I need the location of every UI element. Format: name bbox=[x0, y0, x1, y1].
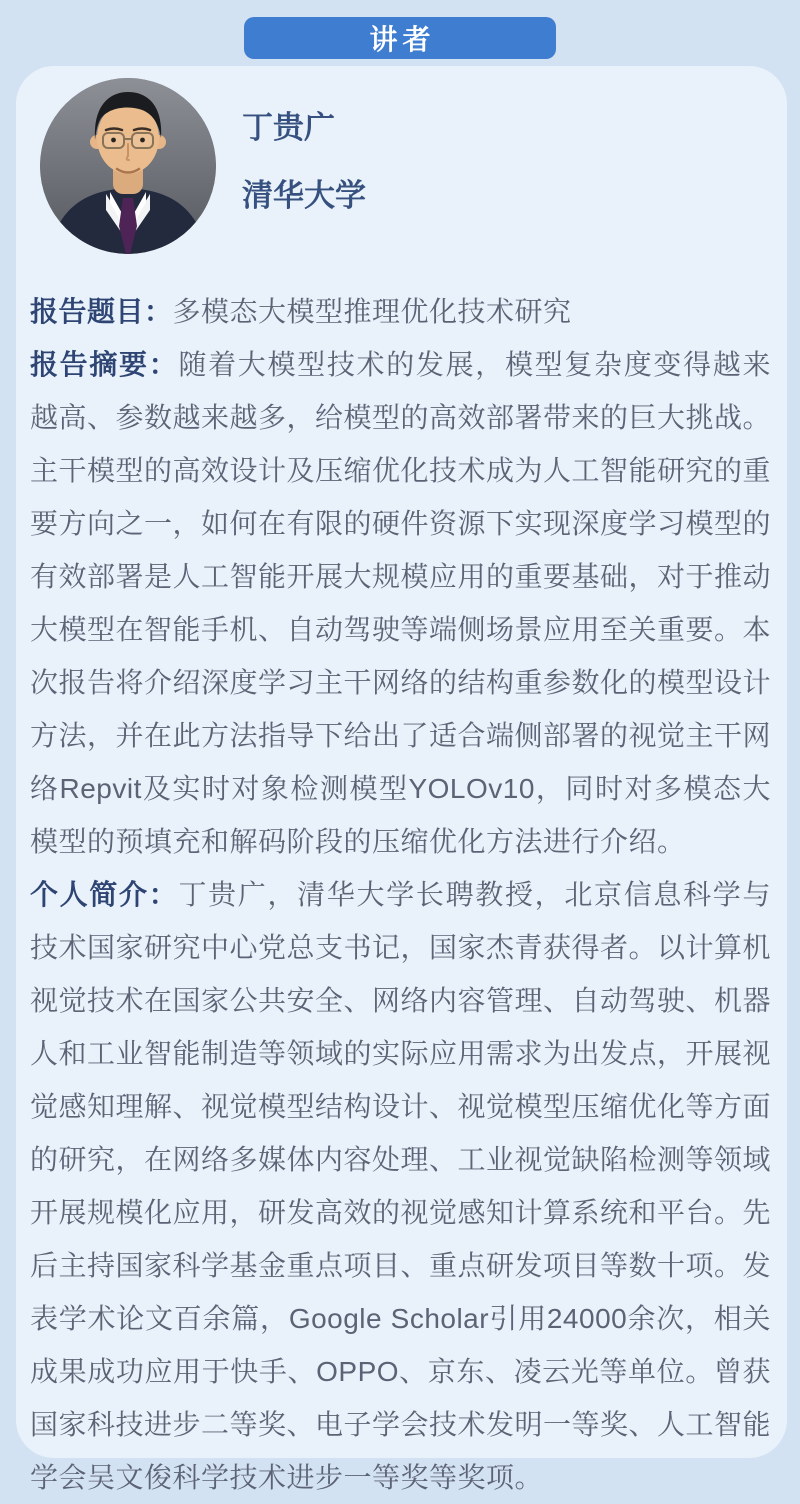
talk-title-label: 报告题目： bbox=[30, 296, 173, 327]
section-badge bbox=[244, 17, 556, 59]
speaker-details bbox=[30, 285, 771, 1504]
speaker-portrait-photo bbox=[40, 78, 216, 254]
speaker-affiliation: 清华大学 bbox=[242, 178, 366, 213]
speaker-name: 丁贵广 bbox=[242, 110, 335, 145]
talk-title-text: 多模态大模型推理优化技术研究 bbox=[172, 296, 572, 327]
speaker-profile bbox=[30, 78, 771, 254]
talk-title bbox=[30, 285, 771, 338]
speaker-bio-label: 个人简介： bbox=[30, 879, 179, 910]
talk-abstract-text: 随着大模型技术的发展，模型复杂度变得越来越高、参数越来越多，给模型的高效部署带来的巨大挑战。主干模型的高效设计及压缩优化技术成为人工智能研究的重要方向之一，如何在有限的硬件资源下实现深度学习模型的有效部署是人工智能开展大规模应用的重要基础，对于推动大模型在智能手机、自动驾驶等端侧场景应用至关重要。本次报告将介绍深度学习主干网络的结构重参数化的模型设计方法，并在此方法指导下给出了适合端侧部署的视觉主干网络Repvit及实时对象检测模型YOLOv10，同时对多模态大模型的预填充和解码阶段的压缩优化方法进行介绍。 bbox=[30, 349, 772, 857]
talk-abstract bbox=[30, 338, 771, 868]
speaker-bio-text: 丁贵广，清华大学长聘教授，北京信息科学与技术国家研究中心党总支书记，国家杰青获得者。以计算机视觉技术在国家公共安全、网络内容管理、自动驾驶、机器人和工业智能制造等领域的实际应用需求为出发点，开展视觉感知理解、视觉模型结构设计、视觉模型压缩优化等方面的研究，在网络多媒体内容处理、工业视觉缺陷检测等领域开展规模化应用，研发高效的视觉感知计算系统和平台。先后主持国家科学基金重点项目、重点研发项目等数十项。发表学术论文百余篇，Google Scholar引用24000余次，相关成果成功应用于快手、OPPO、京东、凌云光等单位。曾获国家科技进步二等奖、电子学会技术发明一等奖、人工智能学会吴文俊科学技术进步一等奖等奖项。 bbox=[30, 879, 772, 1493]
speaker-portrait-icon bbox=[40, 78, 216, 254]
talk-abstract-label: 报告摘要： bbox=[30, 349, 179, 380]
speaker-identity bbox=[242, 78, 366, 215]
speaker-card bbox=[16, 66, 787, 1493]
section-badge-label: 讲者 bbox=[369, 24, 436, 55]
speaker-bio bbox=[30, 868, 771, 1504]
